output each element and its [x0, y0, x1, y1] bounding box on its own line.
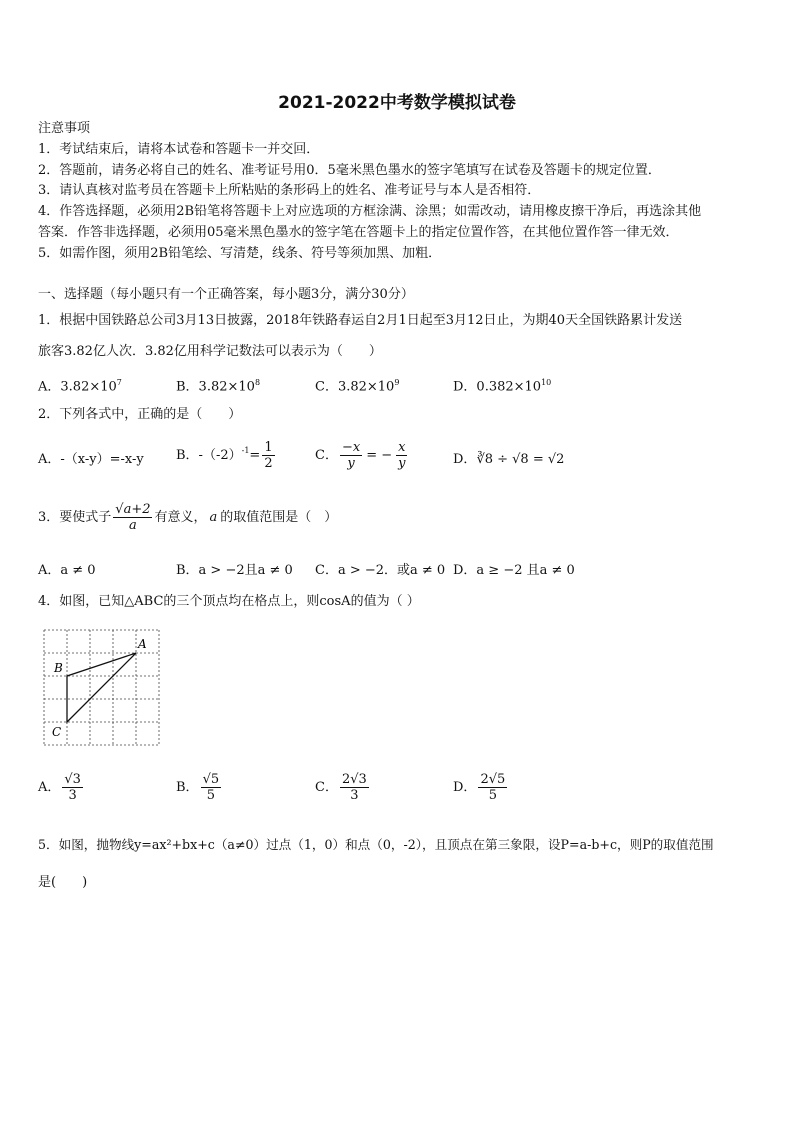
- q1-option-a: A．$3.82\times 10^7$: [38, 378, 122, 395]
- q2-b-fraction: $\frac{1}{2}$: [264, 440, 273, 471]
- notice-item-4-cont: 答案．作答非选择题，必须用05毫米黑色墨水的签字笔在答题卡上的指定位置作答，在其他位置作答一律无效．: [38, 225, 679, 240]
- q3-fraction: $\frac{√a+2}{a}$: [115, 502, 151, 533]
- notice-heading: 注意事项: [38, 121, 91, 136]
- exam-title: 2021-2022中考数学模拟试卷: [278, 93, 516, 113]
- q2-option-a: A．-（x-y）=-x-y: [38, 452, 144, 467]
- q5-stem-line2: 是( ): [38, 875, 88, 890]
- q4-option-b: B． $\frac{√5}{5}$: [176, 772, 220, 803]
- q2-stem: 2．下列各式中，正确的是（ ）: [38, 407, 242, 422]
- q4-grid-figure: [38, 624, 164, 750]
- q1-option-d: D．$0.382\times 10^{10}$: [453, 378, 552, 395]
- q2-c-right-fraction: $\frac{x}{y}$: [398, 440, 406, 471]
- q4-stem: 4．如图，已知△ABC的三个顶点均在格点上，则cosA的值为（ ）: [38, 594, 420, 609]
- notice-item-3: 3．请认真核对监考员在答题卡上所粘贴的条形码上的姓名、准考证号与本人是否相符．: [38, 183, 541, 198]
- q4-option-a: A． $\frac{√3}{3}$: [38, 772, 81, 803]
- vertex-a-label: A: [138, 637, 147, 651]
- vertex-b-label: B: [54, 661, 63, 675]
- q1-option-b: B．$3.82\times 10^8$: [176, 378, 261, 395]
- q2-option-b: B．-（-2） $^{-1}$ = $\frac{1}{2}$: [176, 440, 273, 471]
- q3-option-c: C．a > −2．或a ≠ 0: [315, 563, 446, 578]
- notice-item-2: 2．答题前，请务必将自己的姓名、准考证号用0．5毫米黑色墨水的签字笔填写在试卷及答题卡的规定位置．: [38, 163, 661, 178]
- q4-option-c: C． $\frac{2√3}{3}$: [315, 772, 367, 803]
- q3-option-b: B．a > −2且a ≠ 0: [176, 563, 293, 578]
- q1-stem-line1: 1．根据中国铁路总公司3月13日披露，2018年铁路春运自2月1日起至3月12日止，为期40天全国铁路累计发送: [38, 313, 683, 328]
- q1-option-c: C．$3.82\times 10^9$: [315, 378, 400, 395]
- q4-option-d: D． $\frac{2√5}{5}$: [453, 772, 506, 803]
- vertex-c-label: C: [52, 725, 62, 739]
- q3-stem: 3．要使式子 $\frac{√a+2}{a}$ 有意义， a 的取值范围是（ ）: [38, 502, 338, 533]
- q3-option-a: A．a ≠ 0: [38, 563, 96, 578]
- notice-item-4: 4．作答选择题，必须用2B铅笔将答题卡上对应选项的方框涂满、涂黑；如需改动，请用橡皮擦干净后，再选涂其他: [38, 204, 702, 219]
- q2-option-c: C． $\frac{-x}{y}$ = − $\frac{x}{y}$: [315, 440, 406, 471]
- notice-item-1: 1．考试结束后，请将本试卷和答题卡一并交回．: [38, 142, 320, 157]
- notice-item-5: 5．如需作图，须用2B铅笔绘、写清楚，线条、符号等须加黑、加粗．: [38, 246, 442, 261]
- q1-stem-line2: 旅客3.82亿人次．3.82亿用科学记数法可以表示为（ ）: [38, 344, 382, 359]
- q2-option-d: D．∛8 ÷ √8 = √2: [453, 452, 565, 467]
- section-heading: 一、选择题（每小题只有一个正确答案，每小题3分，满分30分）: [38, 287, 414, 302]
- triangle-abc: [67, 653, 136, 722]
- q5-stem-line1: 5．如图，抛物线y=ax²+bx+c（a≠0）过点（1，0）和点（0，-2），且顶点在第三象限，设P=a-b+c，则P的取值范围: [38, 837, 714, 852]
- q3-option-d: D．a ≥ −2 且a ≠ 0: [453, 563, 575, 578]
- q2-c-left-fraction: $\frac{-x}{y}$: [341, 440, 361, 471]
